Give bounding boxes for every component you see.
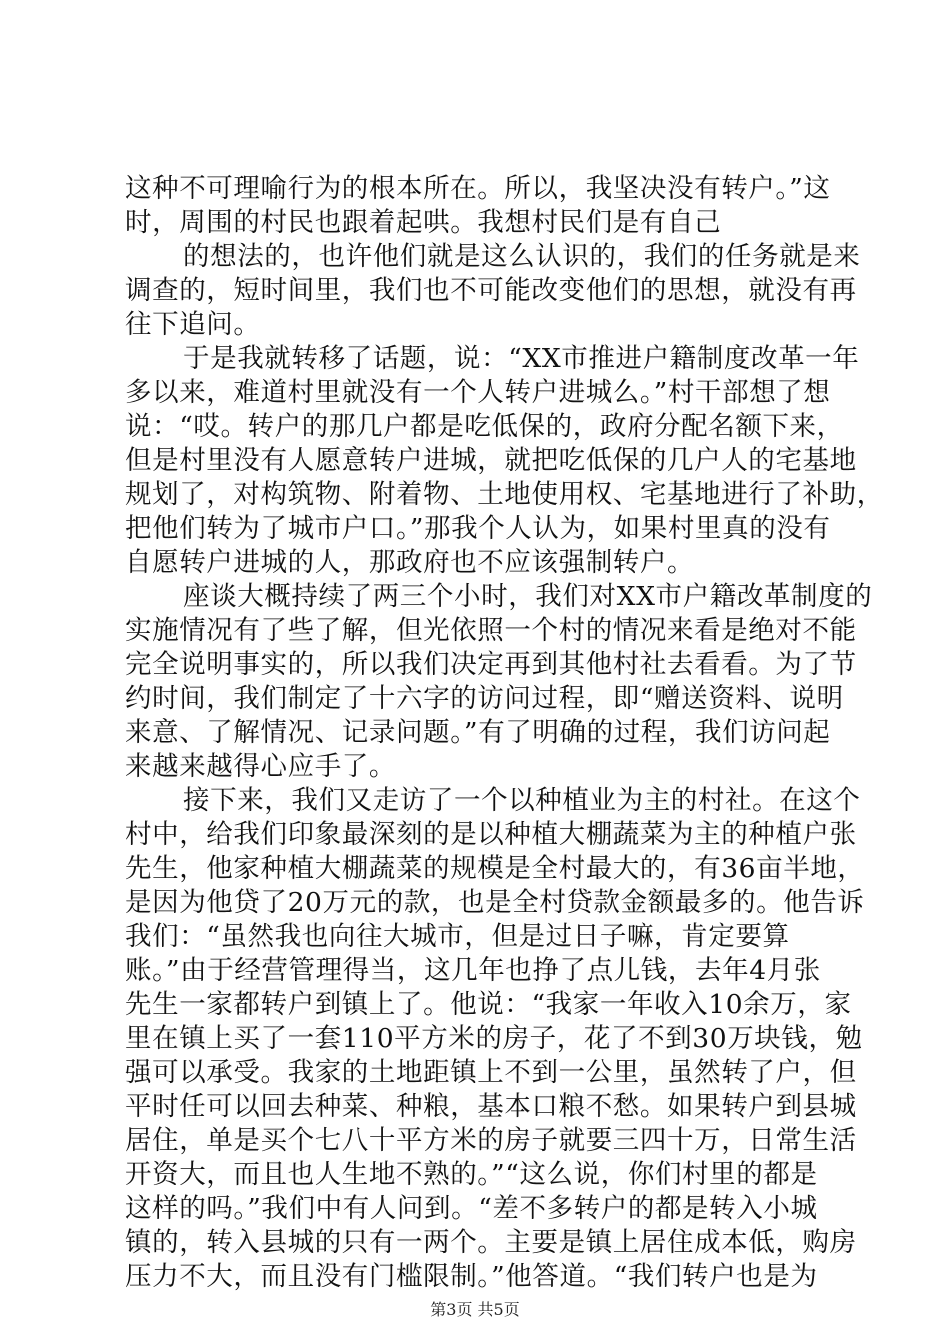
text-line: 来越来越得心应手了。: [125, 751, 396, 782]
text-line: 村中，给我们印象最深刻的是以种植大棚蔬菜为主的种植户张: [125, 819, 857, 850]
text-line: 时，周围的村民也跟着起哄。我想村民们是有自己: [125, 207, 722, 238]
text-line: 这样的吗。”我们中有人问到。“差不多转户的都是转入小城: [125, 1193, 818, 1224]
text-line: 约时间，我们制定了十六字的访问过程，即“赠送资料、说明: [125, 683, 844, 714]
text-line: 于是我就转移了话题，说：“XX市推进户籍制度改革一年: [183, 343, 860, 374]
text-line: 说：“哎。转户的那几户都是吃低保的，政府分配名额下来，: [125, 411, 844, 442]
text-line: 完全说明事实的，所以我们决定再到其他村社去看看。为了节: [125, 649, 857, 680]
text-line: 往下追问。: [125, 309, 261, 340]
text-line: 镇的，转入县城的只有一两个。主要是镇上居住成本低，购房: [125, 1227, 857, 1258]
text-line: 强可以承受。我家的土地距镇上不到一公里，虽然转了户，但: [125, 1057, 857, 1088]
text-line: 账。”由于经营管理得当，这几年也挣了点儿钱，去年4月张: [125, 955, 821, 986]
text-line: 里在镇上买了一套110平方米的房子，花了不到30万块钱，勉: [125, 1023, 863, 1054]
text-line: 接下来，我们又走访了一个以种植业为主的村社。在这个: [183, 785, 861, 816]
text-line: 自愿转户进城的人，那政府也不应该强制转户。: [125, 547, 695, 578]
text-line: 压力不大，而且没有门槛限制。”他答道。“我们转户也是为: [125, 1261, 818, 1292]
text-line: 我们：“虽然我也向往大城市，但是过日子嘛，肯定要算: [125, 921, 790, 952]
text-line: 这种不可理喻行为的根本所在。所以，我坚决没有转户。”这: [125, 173, 831, 204]
text-line: 规划了，对构筑物、附着物、土地使用权、宅基地进行了补助，: [125, 479, 884, 510]
text-line: 调查的，短时间里，我们也不可能改变他们的思想，就没有再: [125, 275, 857, 306]
text-line: 多以来，难道村里就没有一个人转户进城么。”村干部想了想: [125, 377, 831, 408]
text-line: 先生，他家种植大棚蔬菜的规模是全村最大的，有36亩半地，: [125, 853, 865, 884]
text-line: 但是村里没有人愿意转户进城，就把吃低保的几户人的宅基地: [125, 445, 857, 476]
text-line: 实施情况有了些了解，但光依照一个村的情况来看是绝对不能: [125, 615, 857, 646]
text-line: 来意、了解情况、记录问题。”有了明确的过程，我们访问起: [125, 717, 831, 748]
text-line: 是因为他贷了20万元的款，也是全村贷款金额最多的。他告诉: [125, 887, 865, 918]
text-line: 开资大，而且也人生地不熟的。”“这么说，你们村里的都是: [125, 1159, 818, 1190]
text-line: 平时任可以回去种菜、种粮，基本口粮不愁。如果转户到县城: [125, 1091, 857, 1122]
text-line: 座谈大概持续了两三个小时，我们对XX市户籍改革制度的: [183, 581, 873, 612]
page-number-footer: 第3页 共5页: [430, 1300, 520, 1319]
text-line: 把他们转为了城市户口。”那我个人认为，如果村里真的没有: [125, 513, 831, 544]
text-line: 居住，单是买个七八十平方米的房子就要三四十万，日常生活: [125, 1125, 857, 1156]
text-line: 先生一家都转户到镇上了。他说：“我家一年收入10余万，家: [125, 989, 852, 1020]
text-line: 的想法的，也许他们就是这么认识的，我们的任务就是来: [183, 241, 861, 272]
